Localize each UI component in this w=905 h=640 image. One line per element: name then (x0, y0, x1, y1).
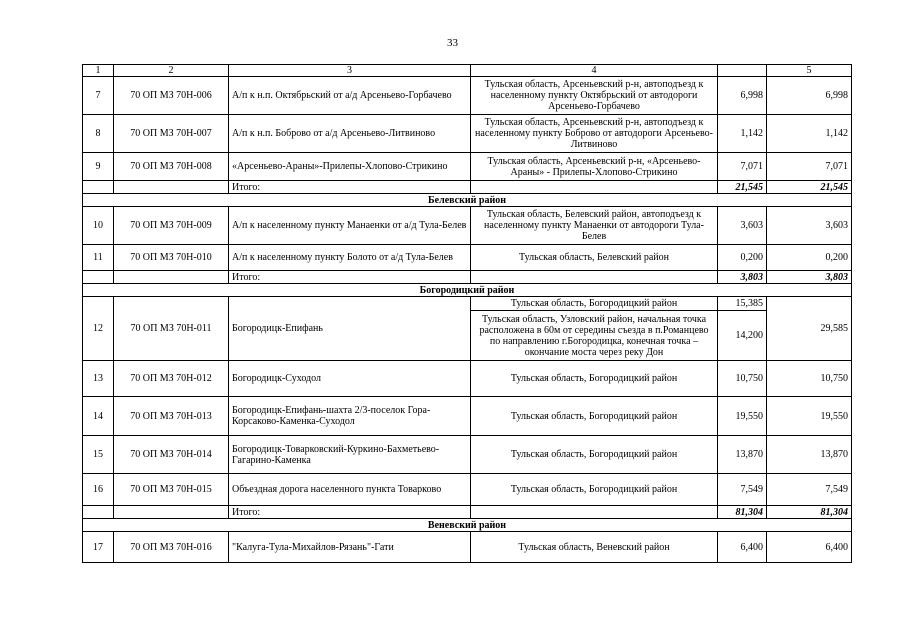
subtotal-length: 3,803 (718, 271, 767, 284)
road-code: 70 ОП МЗ 70Н-007 (114, 115, 229, 153)
roads-table (82, 64, 852, 563)
road-length: 14,200 (718, 311, 767, 361)
road-code: 70 ОП МЗ 70Н-014 (114, 436, 229, 474)
empty-cell (83, 181, 114, 194)
road-total: 1,142 (767, 115, 852, 153)
row-number: 7 (83, 77, 114, 115)
road-code: 70 ОП МЗ 70Н-012 (114, 361, 229, 397)
row-number: 10 (83, 207, 114, 245)
road-length: 0,200 (718, 245, 767, 271)
road-location: Тульская область, Богородицкий район (471, 474, 718, 506)
road-location: Тульская область, Белевский район, автоподъезд к населенному пункту Манаенки от автодороги Тула-Белев (471, 207, 718, 245)
table-row (83, 361, 852, 397)
road-name: Богородицк-Суходол (229, 361, 471, 397)
header-col-empty (718, 65, 767, 77)
road-name: "Калуга-Тула-Михайлов-Рязань"-Гати (229, 532, 471, 563)
road-length: 13,870 (718, 436, 767, 474)
row-number: 13 (83, 361, 114, 397)
subtotal-label: Итого: (229, 181, 471, 194)
road-location: Тульская область, Веневский район (471, 532, 718, 563)
row-number: 11 (83, 245, 114, 271)
table-row (83, 77, 852, 115)
road-total: 13,870 (767, 436, 852, 474)
header-col-1: 1 (83, 65, 114, 77)
road-length: 7,549 (718, 474, 767, 506)
table-row (83, 397, 852, 436)
road-name: Объездная дорога населенного пункта Товарково (229, 474, 471, 506)
road-length: 10,750 (718, 361, 767, 397)
empty-cell (471, 181, 718, 194)
empty-cell (114, 506, 229, 519)
road-code: 70 ОП МЗ 70Н-016 (114, 532, 229, 563)
empty-cell (471, 506, 718, 519)
road-location: Тульская область, Арсеньевский р-н, автоподъезд к населенному пункту Октябрьский от автодороги Арсеньево-Горбачево (471, 77, 718, 115)
subtotal-row (83, 271, 852, 284)
table-row (83, 436, 852, 474)
road-length: 3,603 (718, 207, 767, 245)
district-title: Веневский район (83, 519, 852, 532)
road-length: 19,550 (718, 397, 767, 436)
subtotal-total: 81,304 (767, 506, 852, 519)
district-title: Белевский район (83, 194, 852, 207)
district-title: Богородицкий район (83, 284, 852, 297)
subtotal-label: Итого: (229, 271, 471, 284)
subtotal-row (83, 181, 852, 194)
table-row (83, 297, 852, 311)
road-length: 6,400 (718, 532, 767, 563)
road-location: Тульская область, Богородицкий район (471, 361, 718, 397)
subtotal-length: 81,304 (718, 506, 767, 519)
road-location: Тульская область, Белевский район (471, 245, 718, 271)
table-row (83, 532, 852, 563)
road-location: Тульская область, Богородицкий район (471, 397, 718, 436)
empty-cell (114, 271, 229, 284)
road-length: 6,998 (718, 77, 767, 115)
district-row (83, 519, 852, 532)
road-name: Богородицк-Епифань-шахта 2/3-поселок Гора-Корсаково-Каменка-Суходол (229, 397, 471, 436)
row-number: 17 (83, 532, 114, 563)
road-code: 70 ОП МЗ 70Н-008 (114, 153, 229, 181)
empty-cell (83, 271, 114, 284)
header-col-5: 5 (767, 65, 852, 77)
road-name: А/п к н.п. Боброво от а/д Арсеньево-Литвиново (229, 115, 471, 153)
road-name: «Арсеньево-Араны»-Прилепы-Хлопово-Стрикино (229, 153, 471, 181)
table-row (83, 474, 852, 506)
row-number: 8 (83, 115, 114, 153)
road-name: А/п к н.п. Октябрьский от а/д Арсеньево-Горбачево (229, 77, 471, 115)
row-number: 9 (83, 153, 114, 181)
subtotal-total: 3,803 (767, 271, 852, 284)
road-location: Тульская область, Арсеньевский р-н, автоподъезд к населенному пункту Боброво от автодороги Арсеньево-Литвиново (471, 115, 718, 153)
road-length: 7,071 (718, 153, 767, 181)
subtotal-total: 21,545 (767, 181, 852, 194)
road-code: 70 ОП МЗ 70Н-015 (114, 474, 229, 506)
table-row (83, 207, 852, 245)
row-number: 12 (83, 297, 114, 361)
district-row (83, 284, 852, 297)
road-code: 70 ОП МЗ 70Н-010 (114, 245, 229, 271)
road-name: Богородицк-Товарковский-Куркино-Бахметьево-Гагарино-Каменка (229, 436, 471, 474)
road-code: 70 ОП МЗ 70Н-011 (114, 297, 229, 361)
road-code: 70 ОП МЗ 70Н-013 (114, 397, 229, 436)
road-total: 6,998 (767, 77, 852, 115)
road-total: 29,585 (767, 297, 852, 361)
empty-cell (83, 506, 114, 519)
road-length: 15,385 (718, 297, 767, 311)
road-total: 3,603 (767, 207, 852, 245)
road-total: 10,750 (767, 361, 852, 397)
row-number: 15 (83, 436, 114, 474)
road-total: 6,400 (767, 532, 852, 563)
road-location: Тульская область, Узловский район, начальная точка расположена в 60м от середины съезда в п.Романцево по направлению г.Богородицка, конечная точка – окончание моста через реку Дон (471, 311, 718, 361)
road-name: А/п к населенному пункту Болото от а/д Тула-Белев (229, 245, 471, 271)
empty-cell (471, 271, 718, 284)
road-location: Тульская область, Богородицкий район (471, 436, 718, 474)
road-name: Богородицк-Епифань (229, 297, 471, 361)
road-name: А/п к населенному пункту Манаенки от а/д Тула-Белев (229, 207, 471, 245)
road-total: 7,549 (767, 474, 852, 506)
road-code: 70 ОП МЗ 70Н-006 (114, 77, 229, 115)
road-length: 1,142 (718, 115, 767, 153)
road-location: Тульская область, Богородицкий район (471, 297, 718, 311)
row-number: 16 (83, 474, 114, 506)
header-col-3: 3 (229, 65, 471, 77)
table-row (83, 153, 852, 181)
page-number: 33 (447, 37, 458, 49)
row-number: 14 (83, 397, 114, 436)
road-total: 7,071 (767, 153, 852, 181)
table-row (83, 245, 852, 271)
header-col-2: 2 (114, 65, 229, 77)
empty-cell (114, 181, 229, 194)
subtotal-length: 21,545 (718, 181, 767, 194)
road-code: 70 ОП МЗ 70Н-009 (114, 207, 229, 245)
road-total: 19,550 (767, 397, 852, 436)
subtotal-label: Итого: (229, 506, 471, 519)
road-location: Тульская область, Арсеньевский р-н, «Арсеньево-Араны» - Прилепы-Хлопово-Стрикино (471, 153, 718, 181)
header-col-4: 4 (471, 65, 718, 77)
district-row (83, 194, 852, 207)
road-total: 0,200 (767, 245, 852, 271)
table-row (83, 115, 852, 153)
subtotal-row (83, 506, 852, 519)
header-row (83, 65, 852, 77)
